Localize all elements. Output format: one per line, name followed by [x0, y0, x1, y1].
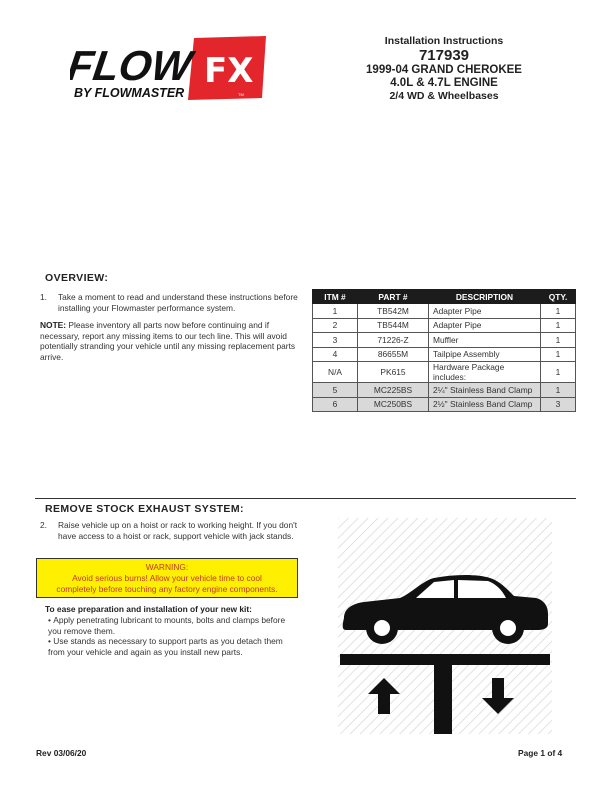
cell-desc: Tailpipe Assembly: [429, 347, 541, 362]
logo-main-text: FLOW: [70, 42, 195, 89]
cell-itm: 4: [313, 347, 358, 362]
table-row: [313, 347, 576, 362]
cell-itm: 5: [313, 383, 358, 398]
col-header-itm: ITM #: [313, 290, 358, 304]
step-number: 1.: [40, 292, 47, 302]
overview-note: [40, 320, 298, 362]
list-item-text: Use stands as necessary to support parts as you detach them from your vehicle and again as you install new parts.: [48, 636, 283, 657]
list-item: [48, 636, 298, 657]
cell-qty: 3: [541, 397, 576, 412]
cell-qty: 1: [541, 347, 576, 362]
cell-desc: Muffler: [429, 333, 541, 348]
cell-itm: 1: [313, 304, 358, 319]
col-header-qty: QTY.: [541, 290, 576, 304]
warning-box: [36, 558, 298, 598]
cell-itm: 6: [313, 397, 358, 412]
step-text: Raise vehicle up on a hoist or rack to working height. If you don't have access to a hoist or rack, support vehicle with jack stands.: [58, 520, 298, 541]
hoist-platform: [340, 654, 550, 665]
step-number: 2.: [40, 520, 47, 530]
part-number: 717939: [418, 47, 470, 64]
remove-section-title: REMOVE STOCK EXHAUST SYSTEM:: [45, 503, 244, 515]
cell-qty: 1: [541, 362, 576, 383]
bullet-icon: •: [48, 615, 54, 625]
prep-list: [48, 615, 298, 657]
table-row: [313, 318, 576, 333]
flowfx-logo: [70, 36, 270, 100]
cell-part: TB542M: [358, 304, 429, 319]
cell-itm: 2: [313, 318, 358, 333]
overview-step: [40, 292, 298, 313]
warning-line: completely before touching any factory engine components.: [56, 584, 278, 594]
section-divider: [35, 498, 576, 499]
cell-desc: 2¼" Stainless Band Clamp: [429, 383, 541, 398]
cell-desc: Adapter Pipe: [429, 318, 541, 333]
car-on-hoist-icon: [338, 518, 552, 734]
cell-qty: 1: [541, 383, 576, 398]
step-text: Take a moment to read and understand these instructions before installing your Flowmaster performance system.: [58, 292, 298, 313]
cell-part: MC250BS: [358, 397, 429, 412]
table-row: [313, 397, 576, 412]
prep-title: To ease preparation and installation of your new kit:: [45, 604, 252, 614]
cell-part: TB544M: [358, 318, 429, 333]
doc-type: Installation Instructions: [384, 35, 504, 47]
vehicle-title: 1999-04 GRAND CHEROKEE: [366, 64, 522, 76]
cell-part: MC225BS: [358, 383, 429, 398]
drive-title: 2/4 WD & Wheelbases: [389, 90, 499, 102]
cell-desc: Hardware Package includes:: [429, 362, 541, 383]
col-header-description: DESCRIPTION: [429, 290, 541, 304]
overview-title: OVERVIEW:: [45, 272, 109, 284]
table-row: [313, 383, 576, 398]
list-item: [48, 615, 298, 636]
revision-date: Rev 03/06/20: [36, 748, 87, 758]
cell-itm: N/A: [313, 362, 358, 383]
table-row: [313, 362, 576, 383]
cell-desc: 2½" Stainless Band Clamp: [429, 397, 541, 412]
cell-part: PK615: [358, 362, 429, 383]
cell-part: 86655M: [358, 347, 429, 362]
table-row: [313, 304, 576, 319]
cell-qty: 1: [541, 304, 576, 319]
remove-step: [40, 520, 298, 541]
logo-sub-text: BY FLOWMASTER: [74, 86, 185, 100]
col-header-part: PART #: [358, 290, 429, 304]
logo-tm-text: TM: [238, 92, 244, 97]
cell-qty: 1: [541, 333, 576, 348]
cell-part: 71226-Z: [358, 333, 429, 348]
cell-itm: 3: [313, 333, 358, 348]
parts-table: [312, 289, 576, 412]
warning-title: WARNING:: [145, 562, 189, 572]
hoist-column: [434, 665, 452, 734]
note-label: NOTE:: [40, 320, 67, 330]
table-header-row: [313, 290, 576, 304]
note-text: Please inventory all parts now before continuing and if necessary, report any missing items to our tech line. This will avoid potentially stranding your vehicle until any missing replacement parts arrive.: [40, 320, 296, 362]
bullet-icon: •: [48, 636, 54, 647]
list-item-text: Apply penetrating lubricant to mounts, bolts and clamps before you remove them.: [48, 615, 286, 636]
header-block: [344, 35, 544, 103]
cell-qty: 1: [541, 318, 576, 333]
warning-line: Avoid serious burns! Allow your vehicle time to cool: [72, 573, 262, 583]
engine-title: 4.0L & 4.7L ENGINE: [390, 77, 498, 89]
logo-fx-text: FX: [204, 51, 254, 91]
page-number: Page 1 of 4: [518, 748, 563, 758]
cell-desc: Adapter Pipe: [429, 304, 541, 319]
table-row: [313, 333, 576, 348]
